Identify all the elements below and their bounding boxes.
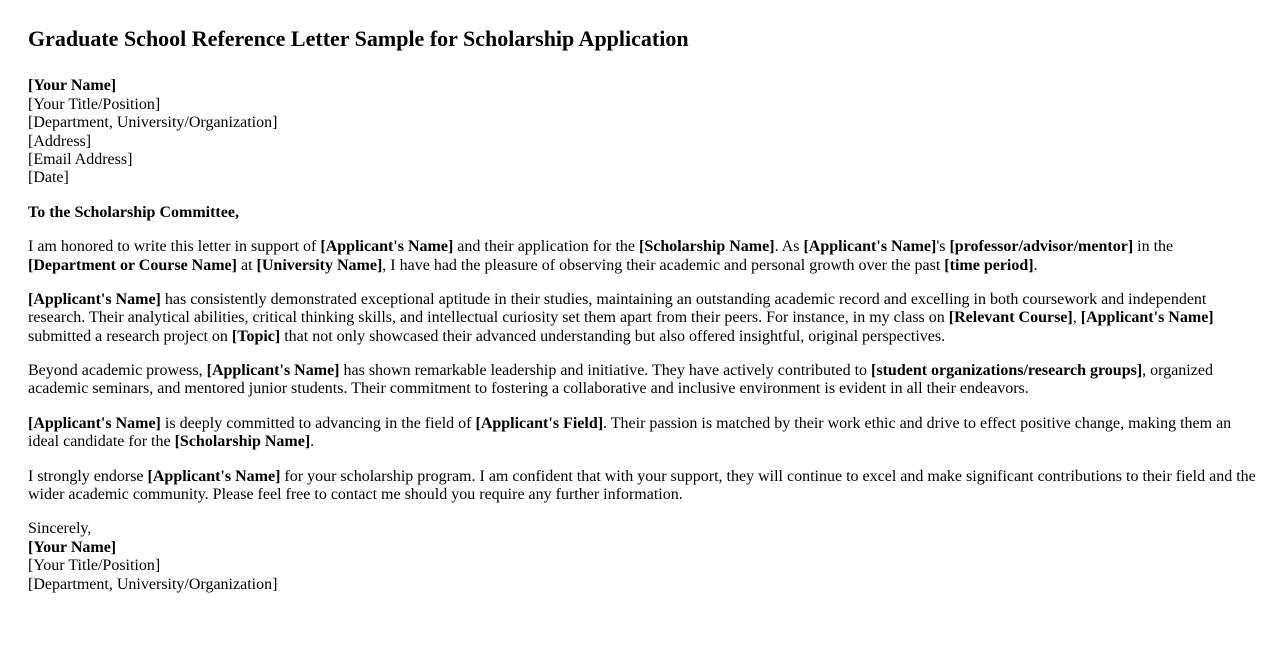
block-line: [Department, University/Organization] (28, 114, 278, 132)
placeholder-token: [Applicant's Name] (1080, 309, 1214, 327)
signature-block (28, 520, 1262, 594)
letter-paragraph-commitment (28, 415, 1262, 452)
sender-address-block (28, 77, 1262, 187)
block-line: [Your Title/Position] (28, 95, 161, 113)
placeholder-token: [Topic] (231, 327, 281, 345)
text-run: for your scholarship program. I am confident that with your support, they will continue to excel and make significant contributions to their field and the wider academic community. Please feel free to contact me should you require any further information. (28, 467, 1256, 504)
placeholder-token: [Applicant's Name] (803, 238, 937, 256)
text-run: in the (1133, 238, 1174, 256)
text-run: at (236, 256, 257, 274)
placeholder-token: [Applicant's Name] (147, 467, 281, 485)
text-run: has consistently demonstrated exceptional aptitude in their studies, maintaining an outstanding academic record and excelling in both coursework and independent research. Their analytical abilities, critical thinking skills, and intellectual curiosity set them apart from their peers. For instance, in my class on (28, 290, 1207, 327)
placeholder-token: [Department or Course Name] (28, 256, 237, 274)
placeholder-token: [Relevant Course] (948, 309, 1073, 327)
text-run: I strongly endorse (28, 467, 148, 485)
text-run: , I have had the pleasure of observing their academic and personal growth over the past (382, 256, 945, 274)
placeholder-token: [Applicant's Name] (320, 238, 454, 256)
placeholder-token: [Applicant's Name] (206, 362, 340, 380)
block-line: [Your Name] (28, 77, 117, 95)
block-line: [Your Title/Position] (28, 557, 161, 575)
text-run: . (310, 433, 315, 451)
text-run: is deeply committed to advancing in the field of (160, 414, 476, 432)
text-run: submitted a research project on (28, 327, 232, 345)
letter-paragraph-intro (28, 238, 1262, 275)
salutation-text: To the Scholarship Committee, (28, 203, 239, 221)
block-line: [Email Address] (28, 150, 133, 168)
text-run: , (1072, 309, 1081, 327)
block-line: Sincerely, (28, 520, 92, 538)
placeholder-token: [student organizations/research groups] (871, 362, 1143, 380)
page-title: Graduate School Reference Letter Sample for Scholarship Application (28, 26, 689, 51)
text-run: . Their passion is matched by their work ethic and drive to effect positive change, making them an ideal candidate for the (28, 414, 1232, 451)
placeholder-token: [University Name] (256, 256, 383, 274)
placeholder-token: [Applicant's Name] (28, 414, 161, 432)
text-run: I am honored to write this letter in support of (28, 238, 321, 256)
text-run: . As (774, 238, 804, 256)
text-run: 's (936, 238, 950, 256)
text-run: Beyond academic prowess, (28, 362, 207, 380)
block-line: [Department, University/Organization] (28, 575, 278, 593)
placeholder-token: [Scholarship Name] (639, 238, 775, 256)
letter-paragraph-academics (28, 291, 1262, 346)
block-line: [Address] (28, 132, 92, 150)
placeholder-token: [Applicant's Field] (475, 414, 604, 432)
salutation (28, 204, 1262, 222)
text-run: , organized academic seminars, and mentored junior students. Their commitment to fostering a collaborative and inclusive environment is evident in all their endeavors. (28, 362, 1213, 398)
letter-paragraph-endorsement (28, 468, 1262, 505)
text-run: and their application for the (453, 238, 639, 256)
placeholder-token: [time period] (944, 256, 1034, 274)
letter-paragraph-leadership (28, 362, 1262, 399)
text-run: that not only showcased their advanced understanding but also offered insightful, original perspectives. (280, 327, 946, 345)
block-line: [Date] (28, 169, 69, 187)
text-run: has shown remarkable leadership and initiative. They have actively contributed to (339, 362, 872, 380)
text-run: . (1033, 256, 1038, 274)
placeholder-token: [Applicant's Name] (28, 290, 161, 308)
placeholder-token: [Scholarship Name] (174, 433, 311, 451)
placeholder-token: [professor/advisor/mentor] (949, 238, 1134, 256)
block-line: [Your Name] (28, 538, 117, 556)
